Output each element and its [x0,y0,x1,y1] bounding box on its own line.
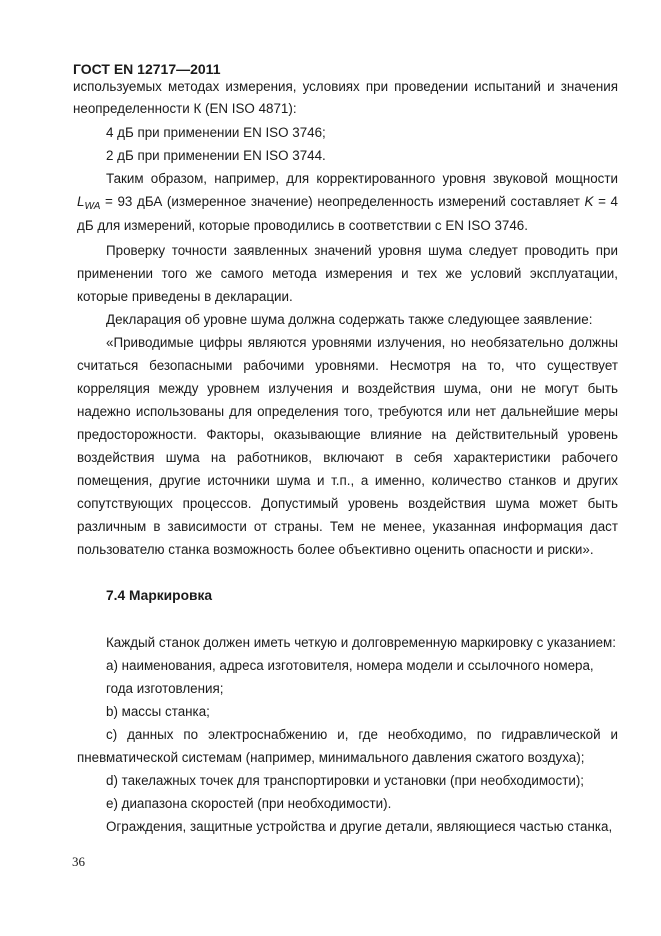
text-line: сопутствующих процессов. Допустимый уровень воздействия шума может быть [77,496,618,511]
text-line: корреляция между уровнем излучения и воздействия шума, они не могут быть [77,381,618,396]
text-line: Проверку точности заявленных значений уровня шума следует проводить при [106,243,618,258]
text-line: воздействия шума на работников, включают в себя характеристики рабочего [77,450,618,465]
text-line: считаться безопасными рабочими уровнями. Несмотря на то, что существует [77,358,618,373]
text-line: «Приводимые цифры являются уровнями излучения, но необязательно должны [106,335,618,350]
list-item-d: d) такелажных точек для транспортировки и установки (при необходимости); [106,773,584,788]
text-line: надежно использованы для определения того, требуются или нет дальнейшие меры [77,404,618,419]
text-fragment: = 4 [598,194,618,209]
text-line: дБ для измерений, которые проводились в соответствии с EN ISO 3746. [77,218,528,233]
symbol-k: K [584,194,594,209]
symbol-l: L [77,194,85,209]
section-heading: 7.4 Маркировка [106,588,213,603]
document-header: ГОСТ EN 12717—2011 [73,61,221,77]
text-fragment: = 93 дБА (измеренное значение) неопределенность измерений составляет [105,194,580,209]
text-line: которые приведены в декларации. [77,289,293,304]
text-line: Декларация об уровне шума должна содержать также следующее заявление: [106,312,593,327]
text-line: неопределенности К (EN ISO 4871): [73,101,297,116]
text-line: 4 дБ при применении EN ISO 3746; [106,125,326,140]
text-line: помещения, другие источники шума и т.п., а именно, количество станков и других [77,473,618,488]
list-item-c: c) данных по электроснабжению и, где необходимо, по гидравлической и [106,727,618,742]
text-line-formula [77,193,618,213]
page-number: 36 [72,854,85,869]
text-line: предосторожности. Факторы, оказывающие влияние на действительный уровень [77,427,618,442]
list-item-b: b) массы станка; [106,704,210,719]
symbol-subscript: WA [84,201,101,212]
text-line: Таким образом, например, для корректированного уровня звуковой мощности [106,171,618,186]
text-line: 2 дБ при применении EN ISO 3744. [106,148,326,163]
list-item-a: a) наименования, адреса изготовителя, номера модели и ссылочного номера, [106,658,594,673]
list-item-c-cont: пневматической системам (например, минимального давления сжатого воздуха); [77,750,585,765]
text-line: различным в зависимости от страны. Тем не менее, указанная информация даст [77,519,618,534]
text-line: применении того же самого метода измерения и тех же условий эксплуатации, [77,266,618,281]
list-item-a-cont: года изготовления; [106,681,224,696]
text-line: Ограждения, защитные устройства и другие детали, являющиеся частью станка, [106,819,613,834]
text-line: Каждый станок должен иметь четкую и долговременную маркировку с указанием: [106,635,616,650]
text-line: пользователю станка возможность более объективно оценить опасности и риски». [77,542,594,557]
text-line: используемых методах измерения, условиях при проведении испытаний и значения [73,79,618,94]
list-item-e: e) диапазона скоростей (при необходимости). [106,796,392,811]
